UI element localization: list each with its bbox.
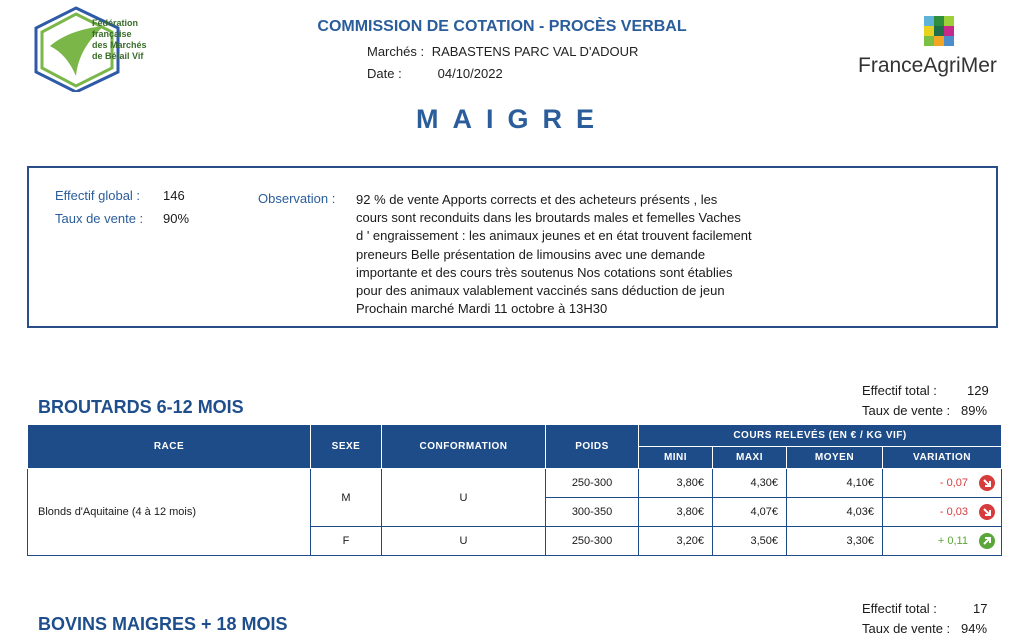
arrow-down-right-icon [979, 475, 995, 491]
arrow-up-right-icon [979, 533, 995, 549]
observation-text [356, 191, 796, 318]
arrow-down-right-icon [979, 504, 995, 520]
broutards-table [27, 424, 1002, 556]
market-value: RABASTENS PARC VAL D'ADOUR [431, 44, 639, 59]
observation-line: pour des animaux valablement vaccinés sans déduction de jeun [356, 283, 725, 299]
conformation-cell: U [382, 469, 546, 527]
col-mini: MINI [639, 447, 713, 469]
section-title-bovins-maigres: BOVINS MAIGRES + 18 MOIS [38, 614, 288, 634]
observation-line: Prochain marché Mardi 11 octobre à 13H30 [356, 301, 608, 317]
col-conformation: CONFORMATION [382, 425, 546, 469]
observation-line: d ' engraissement : les animaux jeunes et en état trouvent facilement [356, 228, 752, 244]
moyen-cell: 3,30€ [787, 527, 883, 556]
col-race: RACE [28, 425, 311, 469]
section2-taux-label: Taux de vente : [862, 621, 951, 636]
page-title: MAIGRE [416, 104, 608, 134]
moyen-cell: 4,10€ [787, 469, 883, 498]
section1-effectif-label: Effectif total : [862, 383, 937, 398]
col-sexe: SEXE [311, 425, 382, 469]
taux-vente-value: 90% [163, 211, 190, 226]
mini-cell: 3,80€ [639, 469, 713, 498]
conformation-cell: U [382, 527, 546, 556]
col-maxi: MAXI [713, 447, 787, 469]
col-cours: COURS RELEVÉS (EN € / KG VIF) [639, 425, 1002, 447]
mini-cell: 3,20€ [639, 527, 713, 556]
logo-line-1: Fédération [92, 18, 139, 28]
date-value: 04/10/2022 [437, 66, 503, 81]
logo-line-3: des Marchés [92, 40, 147, 50]
col-variation: VARIATION [883, 447, 1002, 469]
maxi-cell: 3,50€ [713, 527, 787, 556]
logo-line-2: française [92, 29, 132, 39]
section2-effectif-label: Effectif total : [862, 601, 937, 616]
sexe-cell: F [311, 527, 382, 556]
observation-line: preneurs Belle présentation de limousins avec une demande [356, 246, 706, 262]
col-moyen: MOYEN [787, 447, 883, 469]
mini-cell: 3,80€ [639, 498, 713, 527]
poids-cell: 250-300 [546, 527, 639, 556]
section1-effectif-value: 129 [967, 383, 989, 398]
observation-line: cours sont reconduits dans les broutards males et femelles Vaches [356, 210, 741, 226]
date-label: Date : [367, 66, 402, 81]
effectif-global-label: Effectif global : [55, 188, 141, 203]
maxi-cell: 4,07€ [713, 498, 787, 527]
variation-value: - 0,07 [939, 476, 968, 489]
section-title-broutards: BROUTARDS 6-12 MOIS [38, 397, 244, 417]
effectif-global-value: 146 [163, 188, 185, 203]
observation-line: 92 % de vente Apports corrects et des acheteurs présents , les [356, 192, 718, 207]
maxi-cell: 4,30€ [713, 469, 787, 498]
taux-vente-label: Taux de vente : [55, 211, 144, 226]
section2-taux-value: 94% [961, 621, 988, 636]
variation-cell [883, 527, 1002, 556]
observation-label: Observation : [258, 191, 336, 206]
moyen-cell: 4,03€ [787, 498, 883, 527]
document-title: COMMISSION DE COTATION - PROCÈS VERBAL [317, 18, 687, 35]
variation-cell [883, 498, 1002, 527]
variation-value: + 0,11 [937, 534, 968, 547]
market-line [367, 44, 638, 59]
col-poids: POIDS [546, 425, 639, 469]
poids-cell: 250-300 [546, 469, 639, 498]
sexe-cell: M [311, 469, 382, 527]
market-label: Marchés : [367, 44, 425, 59]
variation-value: - 0,03 [939, 505, 968, 518]
franceagrimer-logo-text: FranceAgriMer [858, 54, 997, 77]
table-row [28, 469, 1002, 498]
race-cell: Blonds d'Aquitaine (4 à 12 mois) [28, 469, 311, 556]
variation-cell [883, 469, 1002, 498]
observation-line: importante et des cours très soutenus Nos cotations sont établies [356, 264, 733, 280]
logo-line-4: de Bétail Vif [92, 51, 144, 61]
poids-cell: 300-350 [546, 498, 639, 527]
section1-taux-label: Taux de vente : [862, 403, 951, 418]
section2-effectif-value: 17 [973, 601, 988, 616]
section1-taux-value: 89% [961, 403, 988, 418]
date-line [367, 66, 503, 81]
